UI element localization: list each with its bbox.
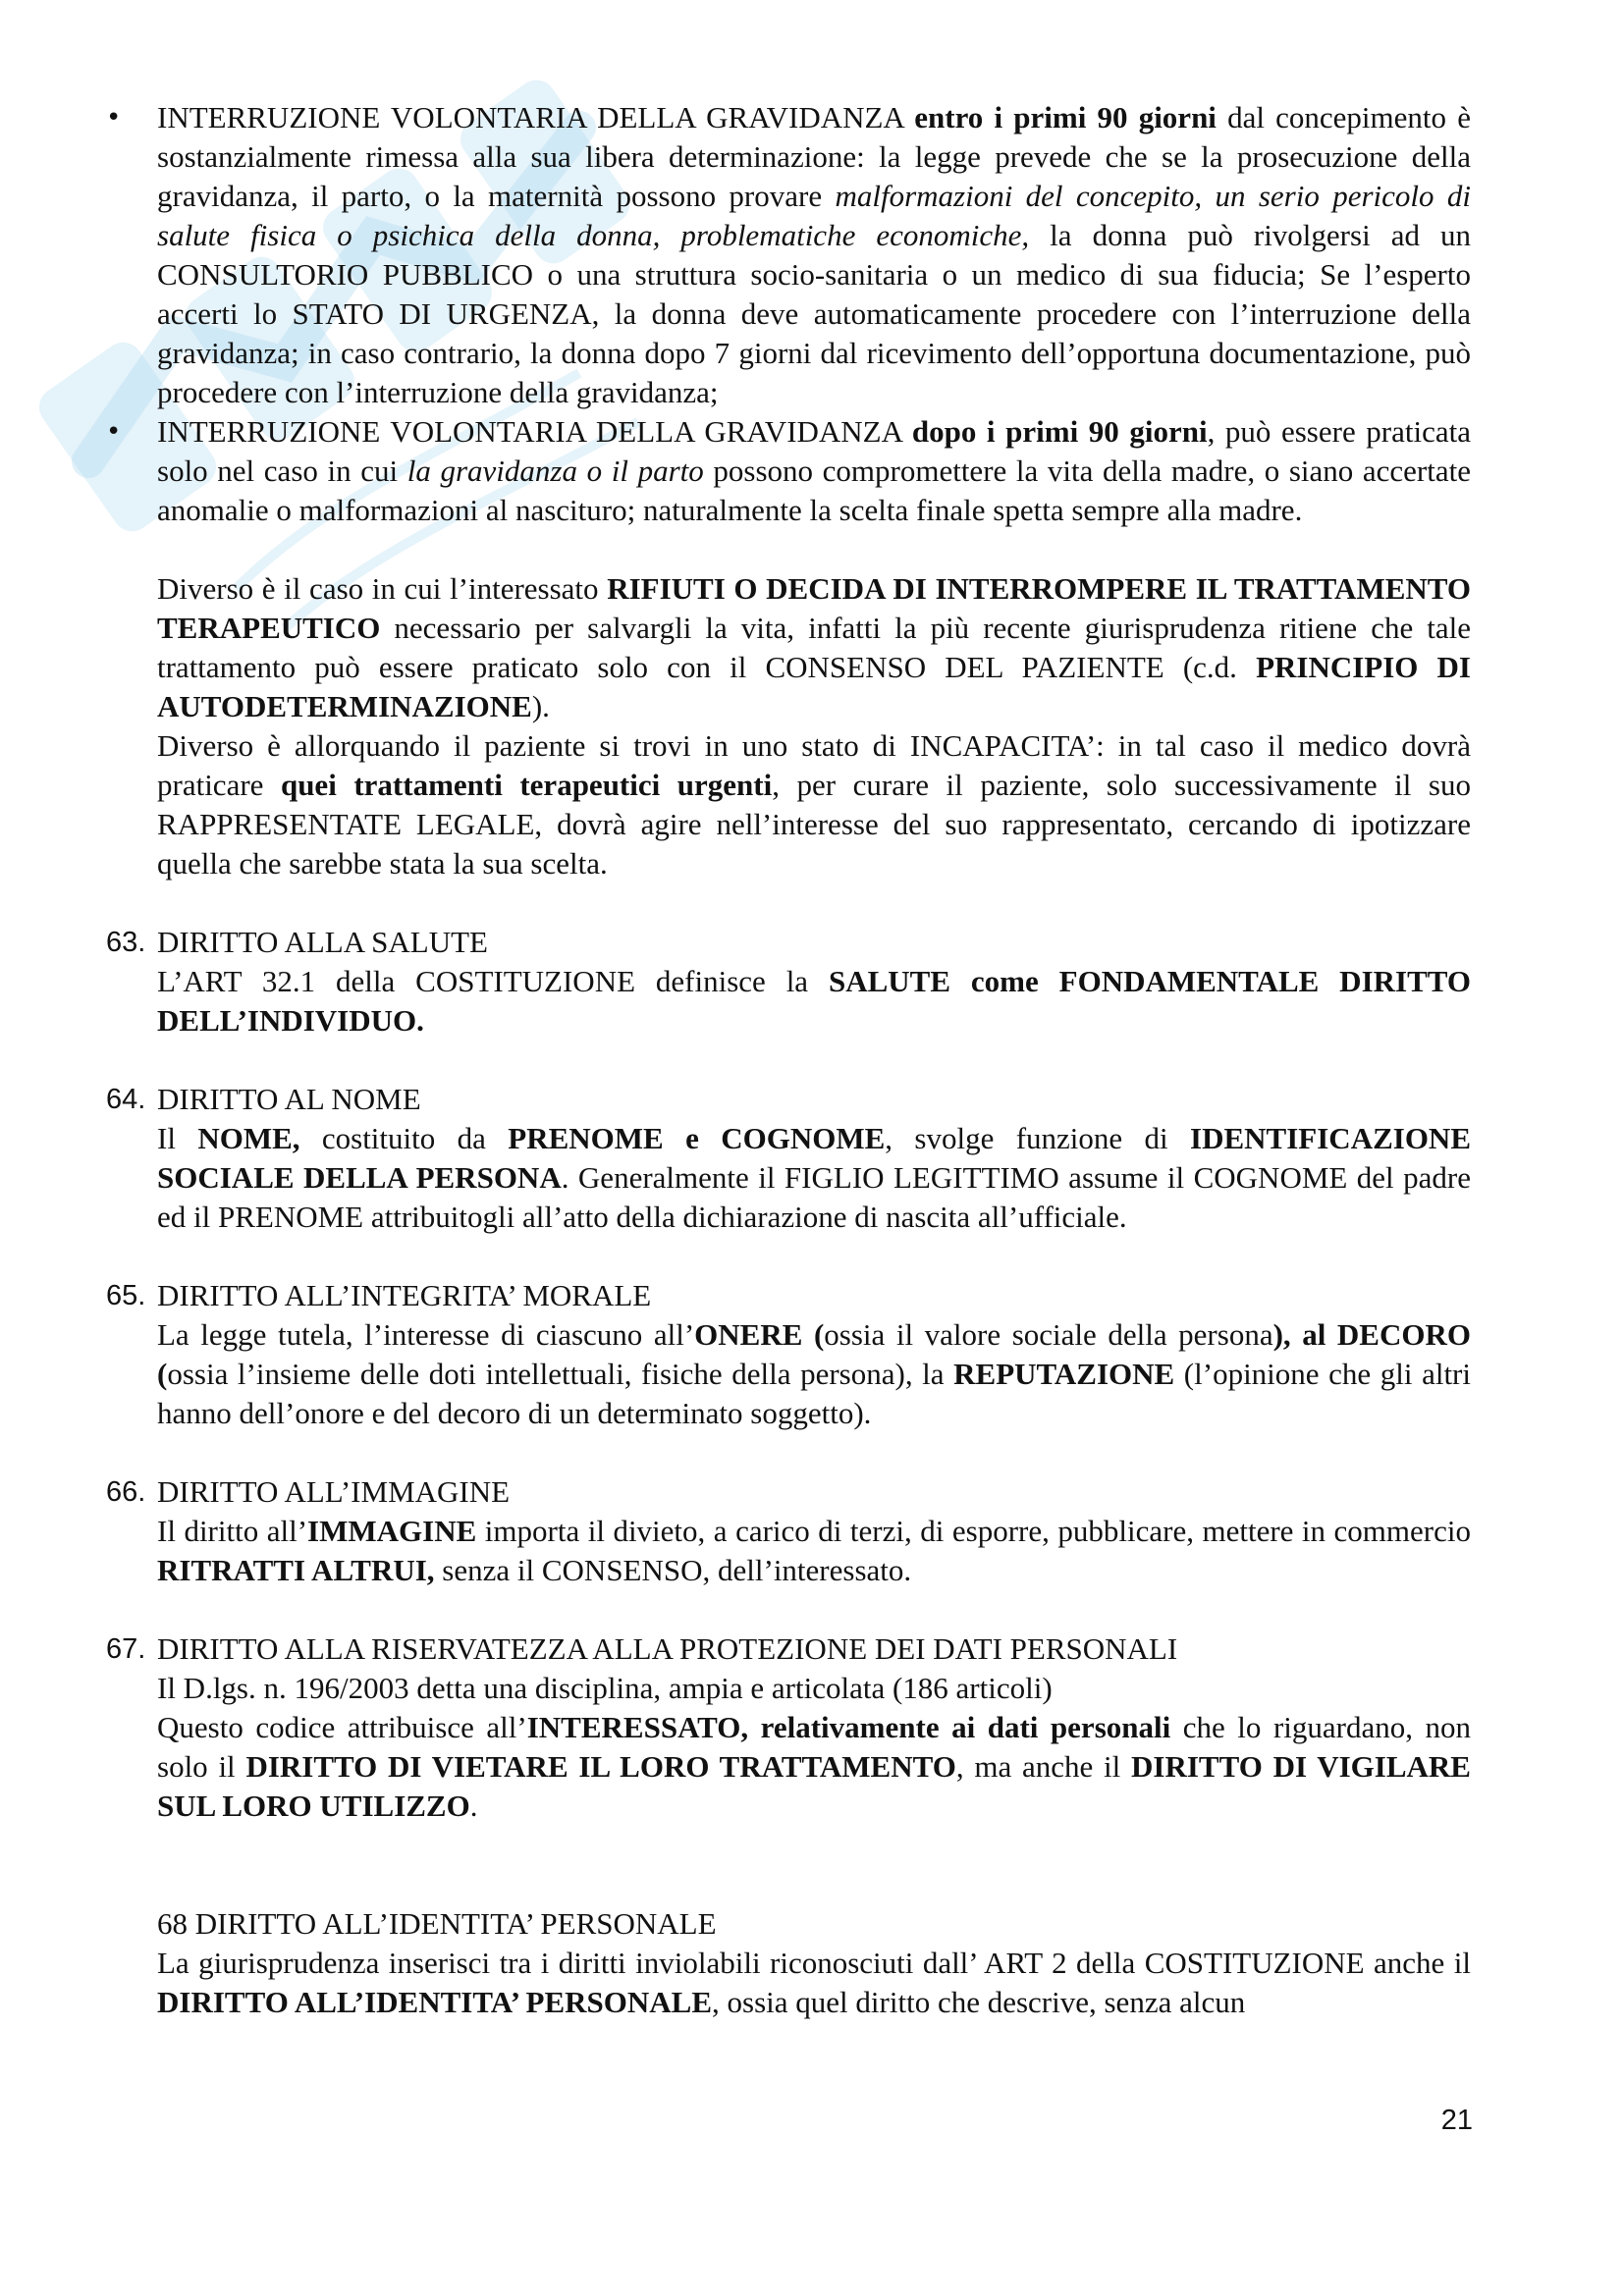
text-run: possono compromettere la vita della madre, o siano accertate anomalie o malformazioni al nascituro; naturalmente la scelta finale spetta sempre alla madre.	[157, 454, 1471, 527]
text-run: malformazioni del concepito, un serio pericolo di salute fisica o psichica della donna, problematiche economiche,	[157, 179, 1471, 252]
text-run: RIFIUTI O DECIDA DI INTERROMPERE IL TRATTAMENTO TERAPEUTICO	[157, 571, 1471, 645]
text-run: Diverso è il caso in cui l’interessato	[157, 571, 608, 606]
section-body	[106, 1944, 1471, 2022]
page-number: 21	[1440, 2105, 1473, 2136]
section-body	[157, 1512, 1471, 1590]
text-run: La legge tutela, l’interesse di ciascuno all’	[157, 1317, 695, 1352]
text-run: importa il divieto, a carico di terzi, di esporre, pubblicare, mettere in commercio	[476, 1514, 1471, 1548]
text-run: , svolge funzione di	[885, 1121, 1191, 1155]
text-run: Diverso è allorquando il paziente si trovi in uno stato di INCAPACITA’: in tal caso il medico dovrà praticare	[157, 728, 1471, 802]
text-run: L’ART 32.1 della COSTITUZIONE definisce la	[157, 964, 829, 998]
section-66	[106, 1472, 1471, 1590]
text-run: IDENTIFICAZIONE SOCIALE DELLA PERSONA	[157, 1121, 1471, 1195]
bullet-icon: •	[106, 103, 122, 133]
section-body	[157, 1669, 1471, 1708]
section-number: 65.	[106, 1280, 146, 1311]
text-run: INTERESSATO, relativamente ai dati personali	[526, 1710, 1171, 1744]
text-run: Questo codice attribuisce all’	[157, 1710, 527, 1744]
bullet-text	[157, 414, 1471, 527]
section-67	[106, 1629, 1471, 1826]
text-run: necessario per salvargli la vita, infatti la più recente giurisprudenza ritiene che tale trattamento può essere praticato solo con il CONSENSO DEL PAZIENTE (c.d.	[157, 611, 1471, 684]
bullet-text	[157, 100, 1471, 409]
section-63	[106, 923, 1471, 1041]
section-number: 63.	[106, 927, 146, 958]
text-run: ).	[531, 689, 550, 723]
text-run: ONERE (	[694, 1317, 825, 1352]
text-run: ossia l’insieme delle doti intellettuali, fisiche della persona), la	[167, 1357, 954, 1391]
text-run: che lo riguardano, non solo il	[157, 1710, 1471, 1784]
text-run: la donna può rivolgersi ad un CONSULTORIO PUBBLICO o una struttura socio-sanitaria o un medico di sua fiducia; Se l’esperto accerti lo STATO DI URGENZA, la donna deve automaticamente procedere con l’interruzione della gravidanza; in caso contrario, la donna dopo 7 giorni dal ricevimento dell’opportuna documentazione, può procedere con l’interruzione della gravidanza;	[157, 218, 1471, 409]
text-run: RITRATTI ALTRUI,	[157, 1553, 435, 1587]
section-title: DIRITTO AL NOME	[157, 1082, 421, 1116]
bullet-icon: •	[106, 417, 122, 447]
text-run: la gravidanza o il parto	[406, 454, 704, 488]
text-run: INTERRUZIONE VOLONTARIA DELLA GRAVIDANZA	[157, 100, 915, 134]
text-run: dopo i primi 90 giorni	[911, 414, 1208, 449]
text-run: IMMAGINE	[307, 1514, 477, 1548]
text-run: NOME,	[197, 1121, 300, 1155]
text-run: , ossia quel diritto che descrive, senza alcun	[712, 1985, 1246, 2019]
text-run: . Generalmente il FIGLIO LEGITTIMO assume il COGNOME del padre ed il PRENOME attribuitogli all’atto della dichiarazione di nascita all’ufficiale.	[157, 1160, 1471, 1234]
section-number: 66.	[106, 1476, 146, 1508]
text-run: DIRITTO DI VIGILARE SUL LORO UTILIZZO	[157, 1749, 1471, 1823]
section-body	[157, 1708, 1471, 1826]
text-run: INTERRUZIONE VOLONTARIA DELLA GRAVIDANZA	[157, 414, 912, 449]
section-body	[157, 962, 1471, 1041]
text-run: PRENOME e COGNOME	[508, 1121, 886, 1155]
text-run: quei trattamenti terapeutici urgenti	[280, 768, 773, 802]
text-run: , per curare il paziente, solo successivamente il suo RAPPRESENTATE LEGALE, dovrà agire nell’interesse del suo rappresentato, cercando di ipotizzare quella che sarebbe stata la sua scelta.	[157, 768, 1471, 881]
text-run: DIRITTO DI VIETARE IL LORO TRATTAMENTO	[245, 1749, 956, 1784]
text-run: PRINCIPIO DI AUTODETERMINAZIONE	[157, 650, 1471, 723]
text-run: , può essere praticata solo nel caso in cui	[157, 414, 1471, 488]
bullet-list	[106, 98, 1471, 530]
section-title: DIRITTO ALL’IMMAGINE	[157, 1474, 511, 1509]
section-65	[106, 1276, 1471, 1433]
section-68	[106, 1904, 1471, 2022]
bullet-item-ivg-first-90-days	[106, 98, 1471, 412]
bullet-item-ivg-after-90-days	[106, 412, 1471, 530]
text-run: .	[469, 1789, 478, 1823]
paragraph-incapacita	[106, 726, 1471, 883]
text-run: ), al DECORO (	[157, 1317, 1471, 1391]
text-run: REPUTAZIONE	[953, 1357, 1175, 1391]
document-content	[106, 98, 1471, 2022]
text-run: , ma anche il	[955, 1749, 1131, 1784]
text-run: Il	[157, 1121, 198, 1155]
text-run: (l’opinione che gli altri hanno dell’onore e del decoro di un determinato soggetto).	[157, 1357, 1471, 1430]
section-number: 64.	[106, 1084, 146, 1115]
text-run: senza il CONSENSO, dell’interessato.	[434, 1553, 912, 1587]
section-title: DIRITTO ALLA RISERVATEZZA ALLA PROTEZIONE DEI DATI PERSONALI	[157, 1631, 1178, 1666]
text-run: Il diritto all’	[157, 1514, 308, 1548]
text-run: costituito da	[299, 1121, 509, 1155]
text-run: DIRITTO ALL’IDENTITA’ PERSONALE	[157, 1985, 713, 2019]
text-run: entro i primi 90 giorni	[914, 100, 1217, 134]
text-run: Il D.lgs. n. 196/2003 detta una disciplina, ampia e articolata (186 articoli)	[157, 1671, 1053, 1705]
section-title: 68 DIRITTO ALL’IDENTITA’ PERSONALE	[157, 1906, 717, 1941]
text-run: La giurisprudenza inserisci tra i diritti inviolabili riconosciuti dall’ ART 2 della COSTITUZIONE anche il	[157, 1946, 1471, 1980]
section-number: 67.	[106, 1633, 146, 1665]
section-64	[106, 1080, 1471, 1237]
paragraph-autodeterminazione	[106, 569, 1471, 726]
text-run: SALUTE come FONDAMENTALE DIRITTO DELL’INDIVIDUO.	[157, 964, 1471, 1038]
section-title: DIRITTO ALLA SALUTE	[157, 925, 488, 959]
section-title: DIRITTO ALL’INTEGRITA’ MORALE	[157, 1278, 652, 1312]
text-run: dal concepimento è sostanzialmente rimessa alla sua libera determinazione: la legge prevede che se la prosecuzione della gravidanza, il parto, o la maternità possono provare	[157, 100, 1471, 213]
section-body	[157, 1119, 1471, 1237]
section-body	[157, 1315, 1471, 1433]
text-run: ossia il valore sociale della persona	[824, 1317, 1273, 1352]
